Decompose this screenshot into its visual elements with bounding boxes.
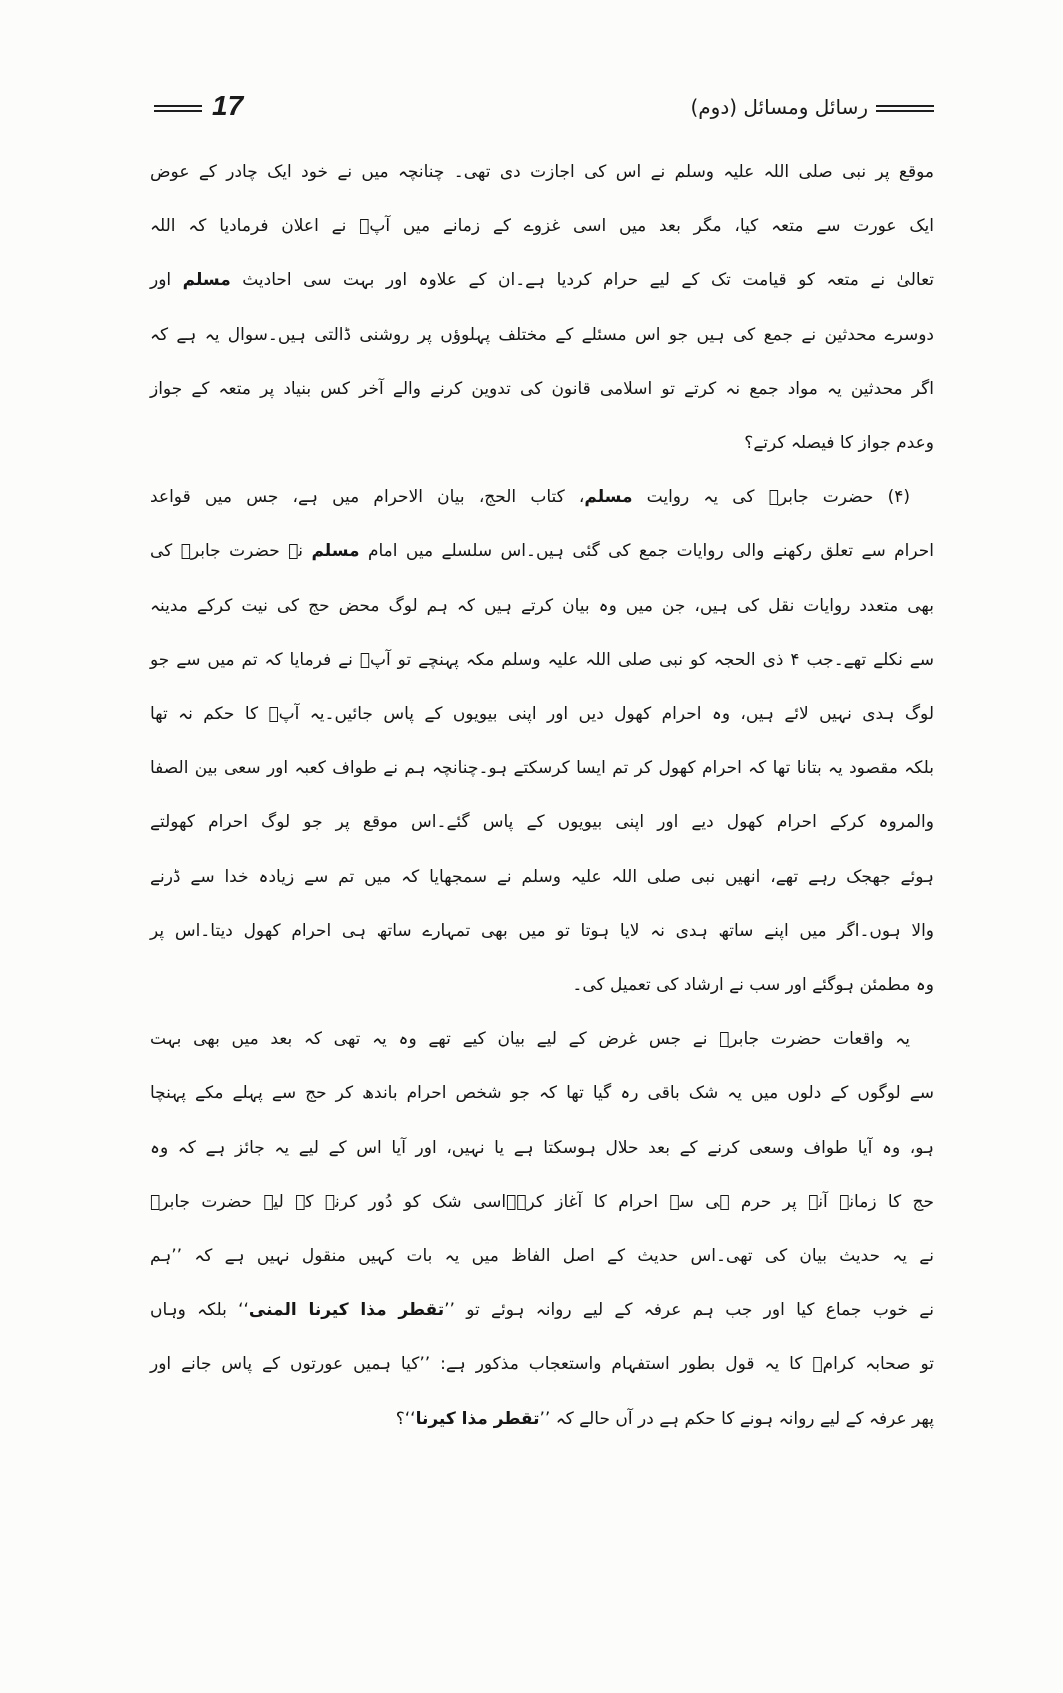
text-line: بھی متعدد روایات نقل کی ہیں، جن میں وہ بیان کرتے ہیں کہ ہم لوگ محض حج کی نیت کرکے مدینہ (150, 595, 934, 616)
emphasized-text: تقطر مذا کیرنا (415, 1408, 540, 1429)
text-line: یہ واقعات حضرت جابرؓ نے جس غرض کے لیے بیان کیے تھے وہ یہ تھی کہ بعد میں بھی بہت (150, 1029, 910, 1050)
text-line: نے یہ حدیث بیان کی تھی۔اس حدیث کے اصل الفاظ میں یہ بات کہیں منقول نہیں ہے کہ ’’ہم (150, 1246, 934, 1267)
text-segment: ‘‘ بلکہ وہاں (150, 1300, 249, 1321)
text-line: بلکہ مقصود یہ بتانا تھا کہ احرام کھول کر تم ایسا کرسکتے ہو۔چنانچہ ہم نے طواف کعبہ اور سعی بین الصفا (150, 758, 934, 779)
text-segment: ‘‘؟ (395, 1408, 416, 1429)
header-rule-left (154, 105, 202, 112)
running-title: رسائل ومسائل (دوم) (690, 95, 868, 119)
text-line: موقع پر نبی صلی اللہ علیہ وسلم نے اس کی اجازت دی تھی۔ چنانچہ میں نے خود ایک چادر کے عوض (150, 162, 934, 182)
text-line: والا ہوں۔اگر میں اپنے ساتھ ہدی نہ لایا ہوتا تو میں بھی تمہارے ساتھ ہی احرام کھول دیتا۔اس پر (150, 920, 934, 941)
text-segment: (۴) حضرت جابرؓ کی یہ روایت (632, 487, 910, 508)
text-line: لوگ ہدی نہیں لائے ہیں، وہ احرام کھول دیں اور اپنی بیویوں کے پاس جائیں۔یہ آپؐ کا حکم نہ تھا (150, 704, 934, 725)
text-segment: ، کتاب الحج، بیان الاحرام میں ہے، جس میں قواعد (150, 487, 585, 508)
text-line (150, 1392, 934, 1446)
text-line: ہوئے جھجک رہے تھے، انھیں نبی صلی اللہ علیہ وسلم نے سمجھایا کہ میں تم سے زیادہ خدا سے ڈرنے (150, 866, 934, 887)
text-segment: تعالیٰ نے متعہ کو قیامت تک کے لیے حرام کردیا ہے۔ان کے علاوہ اور بہت سی احادیث (230, 270, 935, 291)
text-segment: احرام سے تعلق رکھنے والی روایات جمع کی گئی ہیں۔اس سلسلے میں امام (359, 541, 935, 562)
text-line (150, 470, 934, 524)
emphasized-text: تقطر مذا کیرنا المنی (248, 1300, 445, 1321)
text-line: وہ مطمئن ہوگئے اور سب نے ارشاد کی تعمیل کی۔ (572, 975, 934, 996)
text-line: سے نکلے تھے۔جب ۴ ذی الحجہ کو نبی صلی اللہ علیہ وسلم مکہ پہنچے تو آپؐ نے فرمایا کہ تم میں سے جو (150, 649, 934, 670)
text-line: ایک عورت سے متعہ کیا، مگر بعد میں اسی غزوے کے زمانے میں آپؐ نے اعلان فرمادیا کہ اللہ (150, 216, 934, 237)
page-number: 17 (212, 90, 244, 121)
text-line: وعدم جواز کا فیصلہ کرتے؟ (744, 433, 934, 454)
text-line: والمروہ کرکے احرام کھول دیے اور اپنی بیویوں کے پاس گئے۔اس موقع پر جو لوگ احرام کھولتے (150, 812, 934, 833)
text-line: حج کا زمانہ آنے پر حرم ہی سے احرام کا آغاز کرے۔اسی شک کو دُور کرنے کے لیے حضرت جابرؓ (150, 1191, 934, 1212)
text-line (150, 524, 934, 578)
page-header (150, 88, 934, 128)
emphasized-text: مسلم (584, 487, 633, 508)
text-line: تو صحابہ کرامؓ کا یہ قول بطور استفہام واستعجاب مذکور ہے: ’’کیا ہمیں عورتوں کے پاس جانے اور (150, 1354, 934, 1375)
emphasized-text: مسلم (182, 270, 231, 291)
text-line: اگر محدثین یہ مواد جمع نہ کرتے تو اسلامی قانون کی تدوین کرنے والے آخر کس بنیاد پر متعہ کے جواز (150, 378, 934, 399)
text-line: ہو، وہ آیا طواف وسعی کرنے کے بعد حلال ہوسکتا ہے یا نہیں، اور آیا اس کے لیے یہ جائز ہے کہ وہ (150, 1137, 934, 1158)
text-segment: اور (150, 270, 183, 291)
text-segment: پھر عرفہ کے لیے روانہ ہونے کا حکم ہے در آں حالے کہ ’’ (539, 1408, 934, 1429)
body-text (150, 145, 934, 1446)
text-line: دوسرے محدثین نے جمع کی ہیں جو اس مسئلے کے مختلف پہلوؤں پر روشنی ڈالتی ہیں۔سوال یہ ہے کہ (150, 324, 934, 345)
text-segment: نے حضرت جابرؓ کی (150, 541, 312, 562)
text-line (150, 253, 934, 307)
text-line: سے لوگوں کے دلوں میں یہ شک باقی رہ گیا تھا کہ جو شخص احرام باندھ کر حج سے پہلے مکے پہنچا (150, 1083, 934, 1104)
text-segment: نے خوب جماع کیا اور جب ہم عرفہ کے لیے روانہ ہوئے تو ’’ (444, 1300, 934, 1321)
text-line (150, 1283, 934, 1337)
emphasized-text: مسلم (311, 541, 360, 562)
header-rule-right (876, 105, 934, 112)
